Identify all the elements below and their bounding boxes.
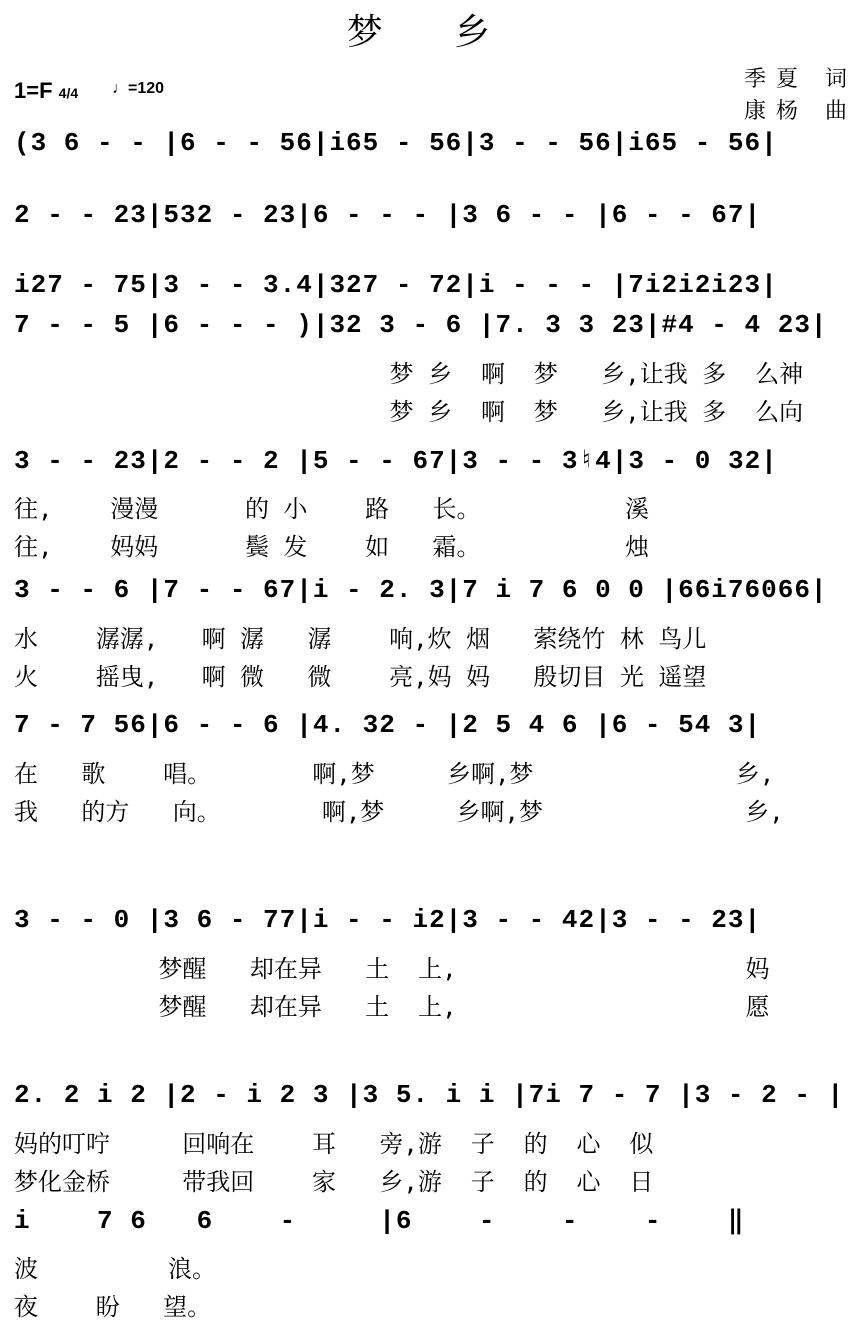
lyric-line: 梦 乡 啊 梦 乡,让我 多 么向 <box>14 398 804 426</box>
time-signature: 4/4 <box>58 85 79 101</box>
lyric-line: 波 浪。 <box>14 1255 217 1283</box>
tempo-marking: ♩=120 <box>112 80 165 97</box>
lyric-line: 梦醒 却在异 土 上, 妈 <box>14 955 770 983</box>
lyric-line: 水 潺潺, 啊 潺 潺 响,炊 烟 萦绕竹 林 鸟儿 <box>14 625 707 653</box>
lyric-line: 在 歌 唱。 啊,梦 乡啊,梦 乡, <box>14 760 775 788</box>
lyric-line: 梦化金桥 带我回 家 乡,游 子 的 心 日 <box>14 1168 654 1196</box>
lyric-line: 梦 乡 啊 梦 乡,让我 多 么神 <box>14 360 804 388</box>
notation-line: 2 - - 23|532 - 23|6 - - - |3 6 - - |6 - - 67| <box>14 200 762 230</box>
lyric-line: 我 的方 向。 啊,梦 乡啊,梦 乡, <box>14 798 784 826</box>
notation-line: 2. 2 i 2 |2 - i 2 3 |3 5. i i |7i 7 - 7 |3 - 2 - | <box>14 1080 845 1110</box>
lyric-line: 妈的叮咛 回响在 耳 旁,游 子 的 心 似 <box>14 1130 654 1158</box>
notation-line: i27 - 75|3 - - 3.4|327 - 72|i - - - |7i2i2i23| <box>14 270 778 300</box>
notation-line: 3 - - 6 |7 - - 67|i - 2. 3|7 i 7 6 0 0 |66i76066| <box>14 575 828 605</box>
notation-line: (3 6 - - |6 - - 56|i65 - 56|3 - - 56|i65 - 56| <box>14 128 778 158</box>
lyricist-credit: 季夏 词 <box>744 67 857 92</box>
lyric-line: 往, 漫漫 的 小 路 长。 溪 <box>14 495 650 523</box>
lyric-line: 夜 盼 望。 <box>14 1293 212 1321</box>
lyric-line: 往, 妈妈 鬓 发 如 霜。 烛 <box>14 533 650 561</box>
notation-line: 7 - 7 56|6 - - 6 |4. 32 - |2 5 4 6 |6 - 54 3| <box>14 710 762 740</box>
lyric-line: 火 摇曳, 啊 微 微 亮,妈 妈 殷切目 光 遥望 <box>14 663 707 691</box>
notation-line: i 7 6 6 - |6 - - - ‖ <box>14 1206 745 1236</box>
key-signature <box>14 78 78 104</box>
notation-line: 3 - - 0 |3 6 - 77|i - - i2|3 - - 42|3 - - 23| <box>14 905 762 935</box>
lyric-line: 梦醒 却在异 土 上, 愿 <box>14 993 770 1021</box>
notation-line: 3 - - 23|2 - - 2 |5 - - 67|3 - - 3♮4|3 - 0 32| <box>14 446 778 476</box>
key-label: 1=F <box>14 78 53 103</box>
song-title: 梦 乡 <box>346 12 521 53</box>
notation-line: 7 - - 5 |6 - - - )|32 3 - 6 |7. 3 3 23|#4 - 4 23| <box>14 310 828 340</box>
composer-credit: 康杨 曲 <box>744 99 857 124</box>
